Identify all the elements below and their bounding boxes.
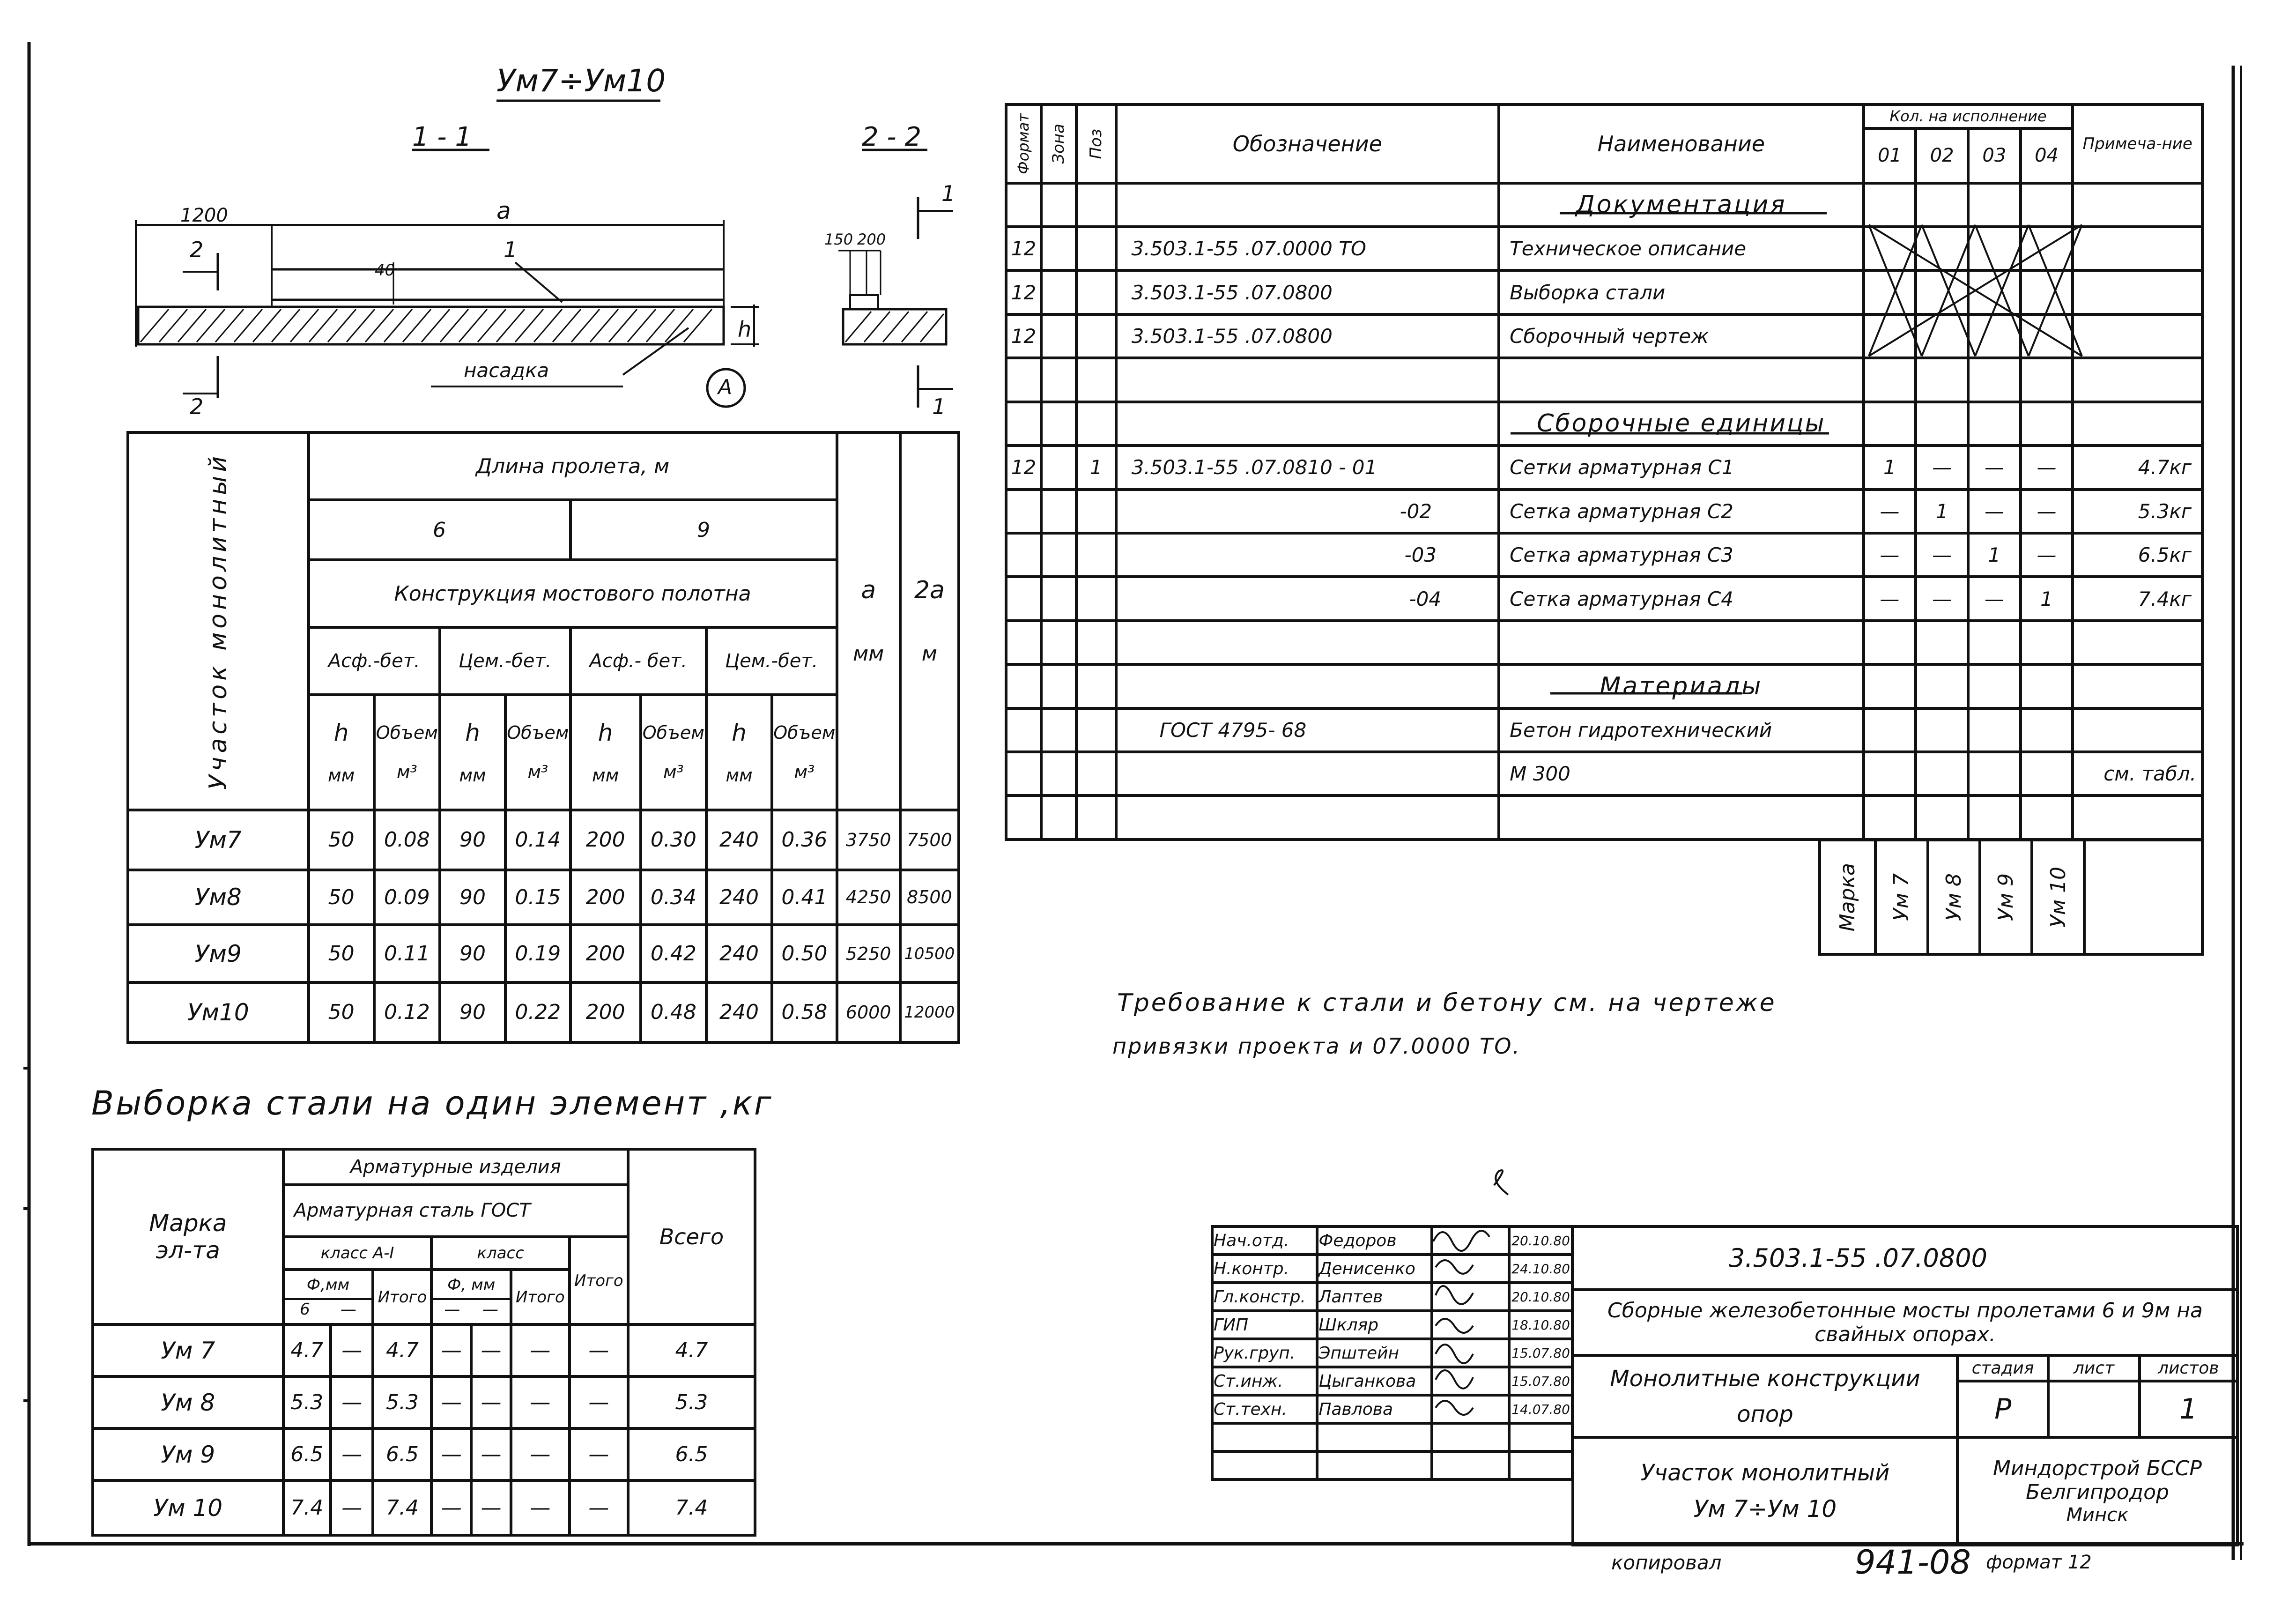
steel-table [91, 1148, 756, 1537]
cell: 1 [2021, 577, 2073, 620]
cell: 5.3 [283, 1376, 331, 1428]
cell-name: Сетка арматурная С2 [1499, 490, 1863, 533]
section-units: Сборочные единицы [1499, 402, 1863, 446]
diam-6: 6 [300, 1300, 310, 1319]
cell: 0.34 [641, 870, 706, 925]
stamp-stage: Р [1957, 1381, 2049, 1437]
stamp-date: 15.07.80 [1509, 1339, 1572, 1367]
cell: — [331, 1428, 373, 1480]
cell: — [1864, 490, 1916, 533]
cell: 50 [309, 982, 374, 1042]
cell: 3750 [837, 810, 900, 870]
cell-name: Бетон гидротехнический [1499, 708, 1863, 752]
asf-bet-1: Асф.-бет. [309, 627, 440, 695]
dash: — [482, 1300, 499, 1319]
cell: — [2021, 533, 2073, 577]
armature-group-header: Арматурные изделия [283, 1149, 628, 1185]
note-line-1: Требование к стали и бетону см. на чертеже [1117, 989, 1777, 1017]
stamp-role: Ст.инж. [1212, 1367, 1317, 1395]
cell: 7.4 [373, 1480, 431, 1535]
total-header: Всего [628, 1149, 755, 1324]
cell-designation: 3.503.1-55 .07.0810 - 01 [1116, 446, 1499, 489]
cell: — [2021, 490, 2073, 533]
marka-block [1818, 839, 2204, 956]
cell: 50 [309, 810, 374, 870]
stamp-name: Федоров [1317, 1226, 1431, 1255]
section-1-1-sketch [136, 220, 759, 407]
phi-mm-2: Ф, мм [447, 1275, 496, 1294]
cell: 200 [570, 810, 641, 870]
cell: 1 [1916, 490, 1968, 533]
row-mark: Ум 8 [93, 1376, 283, 1428]
cell: — [511, 1324, 570, 1376]
cell: 0.50 [772, 925, 837, 982]
row-mark: Ум8 [128, 870, 309, 925]
vol-label: Объем [507, 722, 569, 743]
construction-header: Конструкция мостового полотна [309, 560, 837, 627]
cell-designation: 3.503.1-55 .07.0800 [1116, 270, 1499, 314]
cell: 90 [440, 810, 505, 870]
spec-row [1006, 314, 2202, 358]
cell: 0.08 [374, 810, 440, 870]
cell: — [431, 1428, 471, 1480]
cell: 0.14 [505, 810, 570, 870]
phi-mm-1: Ф,мм [306, 1275, 350, 1294]
2a-header: 2a [914, 576, 945, 605]
m3-label: м³ [527, 761, 548, 782]
mark-1-22-bottom: 1 [932, 394, 946, 419]
cell: 12 [1006, 270, 1041, 314]
cell: — [2021, 446, 2073, 489]
dim-1200: 1200 [180, 205, 228, 226]
itogo-a1: Итого [373, 1270, 431, 1324]
stamp-name: Эпштейн [1317, 1339, 1431, 1367]
cell: — [1968, 446, 2021, 489]
mark-header: Марка эл-та [149, 1210, 227, 1264]
table-row [93, 1428, 755, 1480]
cell: 0.19 [505, 925, 570, 982]
cell: 0.12 [374, 982, 440, 1042]
stamp-name: Шкляр [1317, 1311, 1431, 1339]
itogo-b: Итого [511, 1270, 570, 1324]
cell-designation: -03 [1116, 533, 1499, 577]
cell: 5.3 [628, 1376, 755, 1428]
footer-copied-label: копировал [1611, 1551, 1722, 1574]
table-row [128, 982, 959, 1042]
cell: 12000 [900, 982, 959, 1042]
cell: — [1968, 577, 2021, 620]
cell: 50 [309, 870, 374, 925]
cell: 4250 [837, 870, 900, 925]
cell: 0.11 [374, 925, 440, 982]
cell: — [570, 1324, 628, 1376]
cell: — [511, 1428, 570, 1480]
class-blank: класс [431, 1237, 569, 1270]
stamp-role: ГИП [1212, 1311, 1317, 1339]
table-row [93, 1480, 755, 1535]
cell: — [570, 1428, 628, 1480]
cell: 5250 [837, 925, 900, 982]
stamp-role: Нач.отд. [1212, 1226, 1317, 1255]
cell-designation: 3.503.1-55 .07.0800 [1116, 314, 1499, 358]
cell: — [471, 1428, 511, 1480]
dim-h: h [738, 317, 752, 342]
spec-row [1006, 533, 2202, 577]
cell: — [431, 1324, 471, 1376]
marka-label: Марка [1836, 862, 1860, 932]
cell-note: см. табл. [2073, 752, 2202, 795]
stamp-sheet-header: лист [2048, 1355, 2139, 1381]
class-a1: класс А-I [283, 1237, 432, 1270]
a-unit: мм [852, 642, 884, 666]
section-docs: Документация [1499, 183, 1863, 227]
col-format: Формат [1015, 113, 1033, 174]
cell: 0.15 [505, 870, 570, 925]
cell: 200 [570, 870, 641, 925]
cell: 10500 [900, 925, 959, 982]
table-row [128, 925, 959, 982]
cell: — [431, 1376, 471, 1428]
cell-name: Техническое описание [1499, 227, 1863, 270]
mark-2-top: 2 [190, 237, 204, 262]
marka-um8: Ум 8 [1941, 873, 1966, 921]
stamp-stage-header: стадия [1957, 1355, 2049, 1381]
h-label: h [732, 719, 747, 746]
span-length-header: Длина пролета, м [309, 432, 837, 500]
cell: 5.3 [373, 1376, 431, 1428]
section-2-2-label: 2 - 2 [862, 122, 922, 152]
cell: 12 [1006, 446, 1041, 489]
stamp-role: Рук.груп. [1212, 1339, 1317, 1367]
axis-a-label: А [718, 375, 733, 399]
m3-label: м³ [794, 761, 815, 782]
stamp-part-2: Ум 7÷Ум 10 [1693, 1495, 1837, 1523]
cell: — [511, 1376, 570, 1428]
spec-row [1006, 227, 2202, 270]
cell: 6.5 [628, 1428, 755, 1480]
cell: 6.5 [373, 1428, 431, 1480]
cell: — [1916, 446, 1968, 489]
col-02: 02 [1916, 128, 1968, 183]
stamp-name: Лаптев [1317, 1283, 1431, 1311]
section-materials: Материалы [1499, 664, 1863, 708]
cell: 0.30 [641, 810, 706, 870]
stamp-date: 18.10.80 [1509, 1311, 1572, 1339]
cell: 1 [1076, 446, 1116, 489]
note-line-2: привязки проекта и 07.0000 ТО. [1112, 1033, 1521, 1059]
table-row [128, 810, 959, 870]
cell: 240 [706, 870, 772, 925]
cell: 90 [440, 982, 505, 1042]
col-04: 04 [2021, 128, 2073, 183]
cell: 0.41 [772, 870, 837, 925]
mm-label: мм [459, 765, 486, 786]
spec-row [1006, 577, 2202, 620]
mark-1: 1 [504, 237, 518, 262]
steel-gost-header: Арматурная сталь ГОСТ [283, 1185, 628, 1237]
steel-title: Выборка стали на один элемент ,кг [91, 1084, 773, 1122]
title-block-main [1571, 1225, 2239, 1546]
table-row [93, 1324, 755, 1376]
cell-note: 5.3кг [2073, 490, 2202, 533]
stamp-part-1: Участок монолитный [1640, 1460, 1890, 1486]
stamp-date: 14.07.80 [1509, 1395, 1572, 1423]
cell: — [570, 1376, 628, 1428]
cell: 0.36 [772, 810, 837, 870]
a-header: a [861, 576, 876, 605]
spec-row [1006, 270, 2202, 314]
cell: 0.42 [641, 925, 706, 982]
cell: 4.7 [373, 1324, 431, 1376]
marka-um10: Ум 10 [2046, 867, 2070, 928]
mark-1-22-top: 1 [941, 181, 955, 206]
cell-designation: ГОСТ 4795- 68 [1116, 708, 1499, 752]
col-01: 01 [1864, 128, 1916, 183]
cem-bet-1: Цем.-бет. [440, 627, 570, 695]
stamp-date: 20.10.80 [1509, 1226, 1572, 1255]
cell: 90 [440, 925, 505, 982]
cell: — [471, 1376, 511, 1428]
cell-name: М 300 [1499, 752, 1863, 795]
stamp-name: Денисенко [1317, 1255, 1431, 1283]
title-block-staff [1211, 1225, 1574, 1481]
cell: — [1864, 533, 1916, 577]
stamp-role: Гл.констр. [1212, 1283, 1317, 1311]
h-label: h [598, 719, 613, 746]
stamp-code: 3.503.1-55 .07.0800 [1573, 1226, 2237, 1290]
cell: 240 [706, 925, 772, 982]
vol-label: Объем [642, 722, 704, 743]
dim-40: 40 [375, 261, 395, 280]
cell: — [1916, 533, 1968, 577]
cell: 1 [1968, 533, 2021, 577]
dash: — [340, 1300, 356, 1319]
m3-label: м³ [663, 761, 684, 782]
table-row [93, 1376, 755, 1428]
cell: — [431, 1480, 471, 1535]
cell-name: Сетки арматурная С1 [1499, 446, 1863, 489]
stamp-sheet [2048, 1381, 2139, 1437]
mm-label: мм [327, 765, 355, 786]
drawing-title: Ум7÷Ум10 [496, 63, 666, 99]
cell: 7.4 [628, 1480, 755, 1535]
vol-label: Объем [376, 722, 438, 743]
cell-note: 7.4кг [2073, 577, 2202, 620]
col-name: Наименование [1499, 104, 1863, 183]
mm-label: мм [726, 765, 753, 786]
row-mark: Ум 7 [93, 1324, 283, 1376]
cell: — [511, 1480, 570, 1535]
specification-table [1005, 103, 2204, 841]
mm-label: мм [592, 765, 619, 786]
marka-um9: Ум 9 [1994, 873, 2018, 921]
spec-row [1006, 752, 2202, 795]
stamp-sheets: 1 [2140, 1381, 2237, 1437]
stamp-org-3: Минск [2066, 1504, 2129, 1526]
row-mark: Ум10 [128, 982, 309, 1042]
stamp-sheets-header: листов [2140, 1355, 2237, 1381]
cell: 0.58 [772, 982, 837, 1042]
cell-name: Сетка арматурная С4 [1499, 577, 1863, 620]
cell: 200 [570, 982, 641, 1042]
asf-bet-2: Асф.- бет. [570, 627, 706, 695]
cell: 50 [309, 925, 374, 982]
stamp-role: Ст.техн. [1212, 1395, 1317, 1423]
stamp-name: Цыганкова [1317, 1367, 1431, 1395]
row-mark: Ум 9 [93, 1428, 283, 1480]
cell: 6.5 [283, 1428, 331, 1480]
stamp-sheet-title-2: опор [1737, 1401, 1793, 1427]
span-table [126, 431, 960, 1044]
col-note: Примеча-ние [2073, 104, 2202, 183]
stamp-date: 15.07.80 [1509, 1367, 1572, 1395]
footer-number: 941-08 [1855, 1543, 1971, 1582]
col-designation: Обозначение [1116, 104, 1499, 183]
cell: — [1916, 577, 1968, 620]
cem-bet-2: Цем.-бет. [706, 627, 837, 695]
dim-150: 150 [824, 230, 853, 248]
stamp-sheet-title-1: Монолитные конструкции [1610, 1365, 1920, 1392]
cell: 7.4 [283, 1480, 331, 1535]
label-nasadka: насадка [464, 359, 549, 382]
cell: 4.7 [628, 1324, 755, 1376]
cell: 0.22 [505, 982, 570, 1042]
spec-row [1006, 446, 2202, 489]
section-2-2-sketch [838, 197, 953, 408]
table-row [128, 870, 959, 925]
cell: 7500 [900, 810, 959, 870]
dim-a: a [496, 197, 511, 224]
cell: 12 [1006, 314, 1041, 358]
cell: — [331, 1480, 373, 1535]
cell: 0.09 [374, 870, 440, 925]
cell: 240 [706, 810, 772, 870]
cell: 8500 [900, 870, 959, 925]
cell-designation: -02 [1116, 490, 1499, 533]
stamp-role: Н.контр. [1212, 1255, 1317, 1283]
row-mark: Ум7 [128, 810, 309, 870]
cell-designation: -04 [1116, 577, 1499, 620]
stamp-description: Сборные железобетонные мосты пролетами 6 и 9м на свайных опорах. [1573, 1290, 2237, 1355]
2a-unit: м [921, 642, 937, 666]
col-qty: Кол. на исполнение [1864, 104, 2073, 128]
col-pos: Поз [1087, 128, 1106, 159]
h-label: h [333, 719, 349, 746]
col-03: 03 [1968, 128, 2021, 183]
span-6-header: 6 [309, 500, 570, 560]
marka-um7: Ум 7 [1889, 873, 1914, 921]
cell: 0.48 [641, 982, 706, 1042]
stamp-org-1: Миндорстрой БССР [1992, 1456, 2202, 1480]
cell: 6000 [837, 982, 900, 1042]
stamp-date: 20.10.80 [1509, 1283, 1572, 1311]
cell: — [1968, 490, 2021, 533]
cell: — [570, 1480, 628, 1535]
cell: — [471, 1324, 511, 1376]
h-label: h [465, 719, 480, 746]
section-1-1-label: 1 - 1 [412, 122, 472, 152]
cell-note: 4.7кг [2073, 446, 2202, 489]
stamp-date: 24.10.80 [1509, 1255, 1572, 1283]
stamp-name: Павлова [1317, 1395, 1431, 1423]
itogo-col: Итого [570, 1237, 628, 1324]
cell: 240 [706, 982, 772, 1042]
cell: 12 [1006, 227, 1041, 270]
spec-row [1006, 708, 2202, 752]
spec-row [1006, 490, 2202, 533]
cell: — [331, 1376, 373, 1428]
cell-designation: 3.503.1-55 .07.0000 ТО [1116, 227, 1499, 270]
cell-name: Сетка арматурная С3 [1499, 533, 1863, 577]
dim-200: 200 [857, 230, 886, 248]
cell: 4.7 [283, 1324, 331, 1376]
col-zone: Зона [1049, 123, 1068, 164]
cell: 200 [570, 925, 641, 982]
footer-format: формат 12 [1986, 1552, 2092, 1573]
cell-note: 6.5кг [2073, 533, 2202, 577]
row-mark: Ум 10 [93, 1480, 283, 1535]
cell-name: Выборка стали [1499, 270, 1863, 314]
stamp-org-2: Белгипродор [2025, 1480, 2169, 1504]
dash: — [444, 1300, 460, 1319]
m3-label: м³ [396, 761, 417, 782]
cell: — [331, 1324, 373, 1376]
span-9-header: 9 [570, 500, 837, 560]
cell: 90 [440, 870, 505, 925]
cell: — [1864, 577, 1916, 620]
cell: — [471, 1480, 511, 1535]
cell-name: Сборочный чертеж [1499, 314, 1863, 358]
cell: 1 [1864, 446, 1916, 489]
vol-label: Объем [773, 722, 836, 743]
row-mark: Ум9 [128, 925, 309, 982]
participant-header: Участок монолитный [204, 452, 232, 790]
mark-2-bottom: 2 [190, 394, 204, 419]
